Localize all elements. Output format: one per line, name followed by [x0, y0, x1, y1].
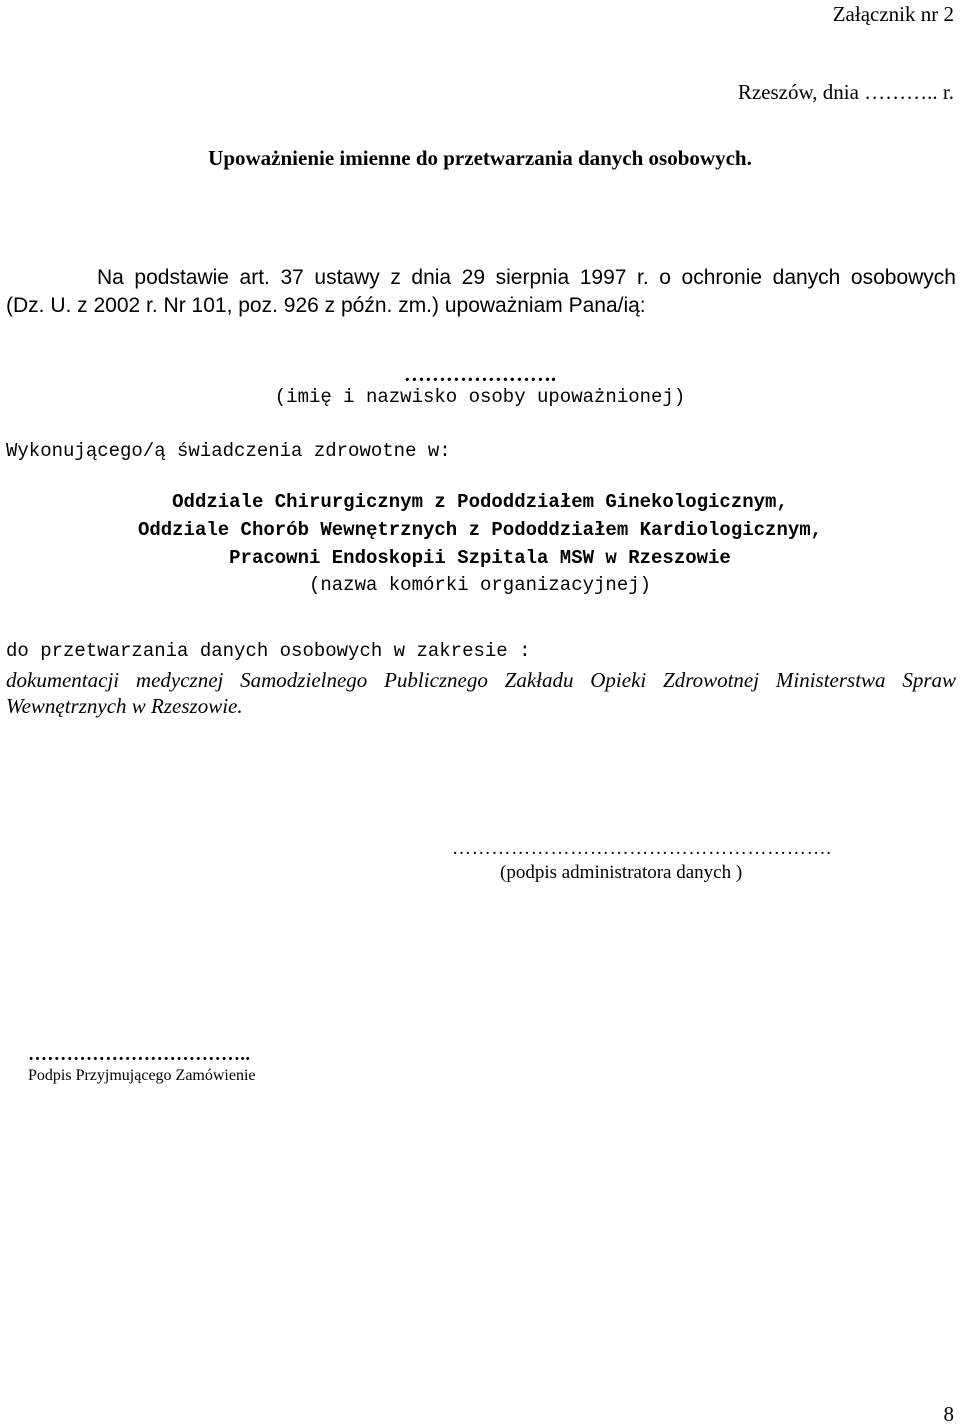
performing-label: Wykonującego/ą świadczenia zdrowotne w: — [6, 440, 451, 462]
person-name-caption: (imię i nazwisko osoby upoważnionej) — [274, 386, 686, 408]
document-title: Upoważnienie imienne do przetwarzania danych osobowych. — [208, 146, 752, 170]
intro-line-2: (Dz. U. z 2002 r. Nr 101, poz. 926 z późn. zm.) upoważniam Pana/ią: — [6, 294, 646, 317]
unit-line-1: Oddziale Chirurgicznym z Pododdziałem Ginekologicznym, — [172, 491, 788, 513]
person-name-dots: …………………. — [403, 362, 557, 386]
scope-line-2: Wewnętrznych w Rzeszowie. — [6, 694, 243, 718]
place-date: Rzeszów, dnia ……….. r. — [737, 80, 954, 104]
receiver-signature-caption: Podpis Przyjmującego Zamówienie — [28, 1067, 256, 1084]
scope-intro: do przetwarzania danych osobowych w zakresie : — [6, 640, 531, 662]
page-number: 8 — [943, 1402, 954, 1426]
unit-caption: (nazwa komórki organizacyjnej) — [308, 574, 652, 596]
unit-line-3: Pracowni Endoskopii Szpitala MSW w Rzeszowie — [229, 547, 731, 569]
unit-line-2: Oddziale Chorób Wewnętrznych z Pododdziałem Kardiologicznym, — [137, 519, 823, 541]
attachment-label: Załącznik nr 2 — [832, 2, 954, 26]
admin-signature-dots: …………………………………………………. — [452, 838, 832, 859]
intro-line-1: Na podstawie art. 37 ustawy z dnia 29 sierpnia 1997 r. o ochronie danych osobowych — [97, 266, 956, 289]
receiver-signature-dots: …………………………….. — [28, 1044, 251, 1065]
admin-signature-caption: (podpis administratora danych ) — [500, 862, 743, 883]
scope-line-1: dokumentacji medycznej Samodzielnego Publicznego Zakładu Opieki Zdrowotnej Ministerstwa Spraw — [6, 668, 956, 692]
